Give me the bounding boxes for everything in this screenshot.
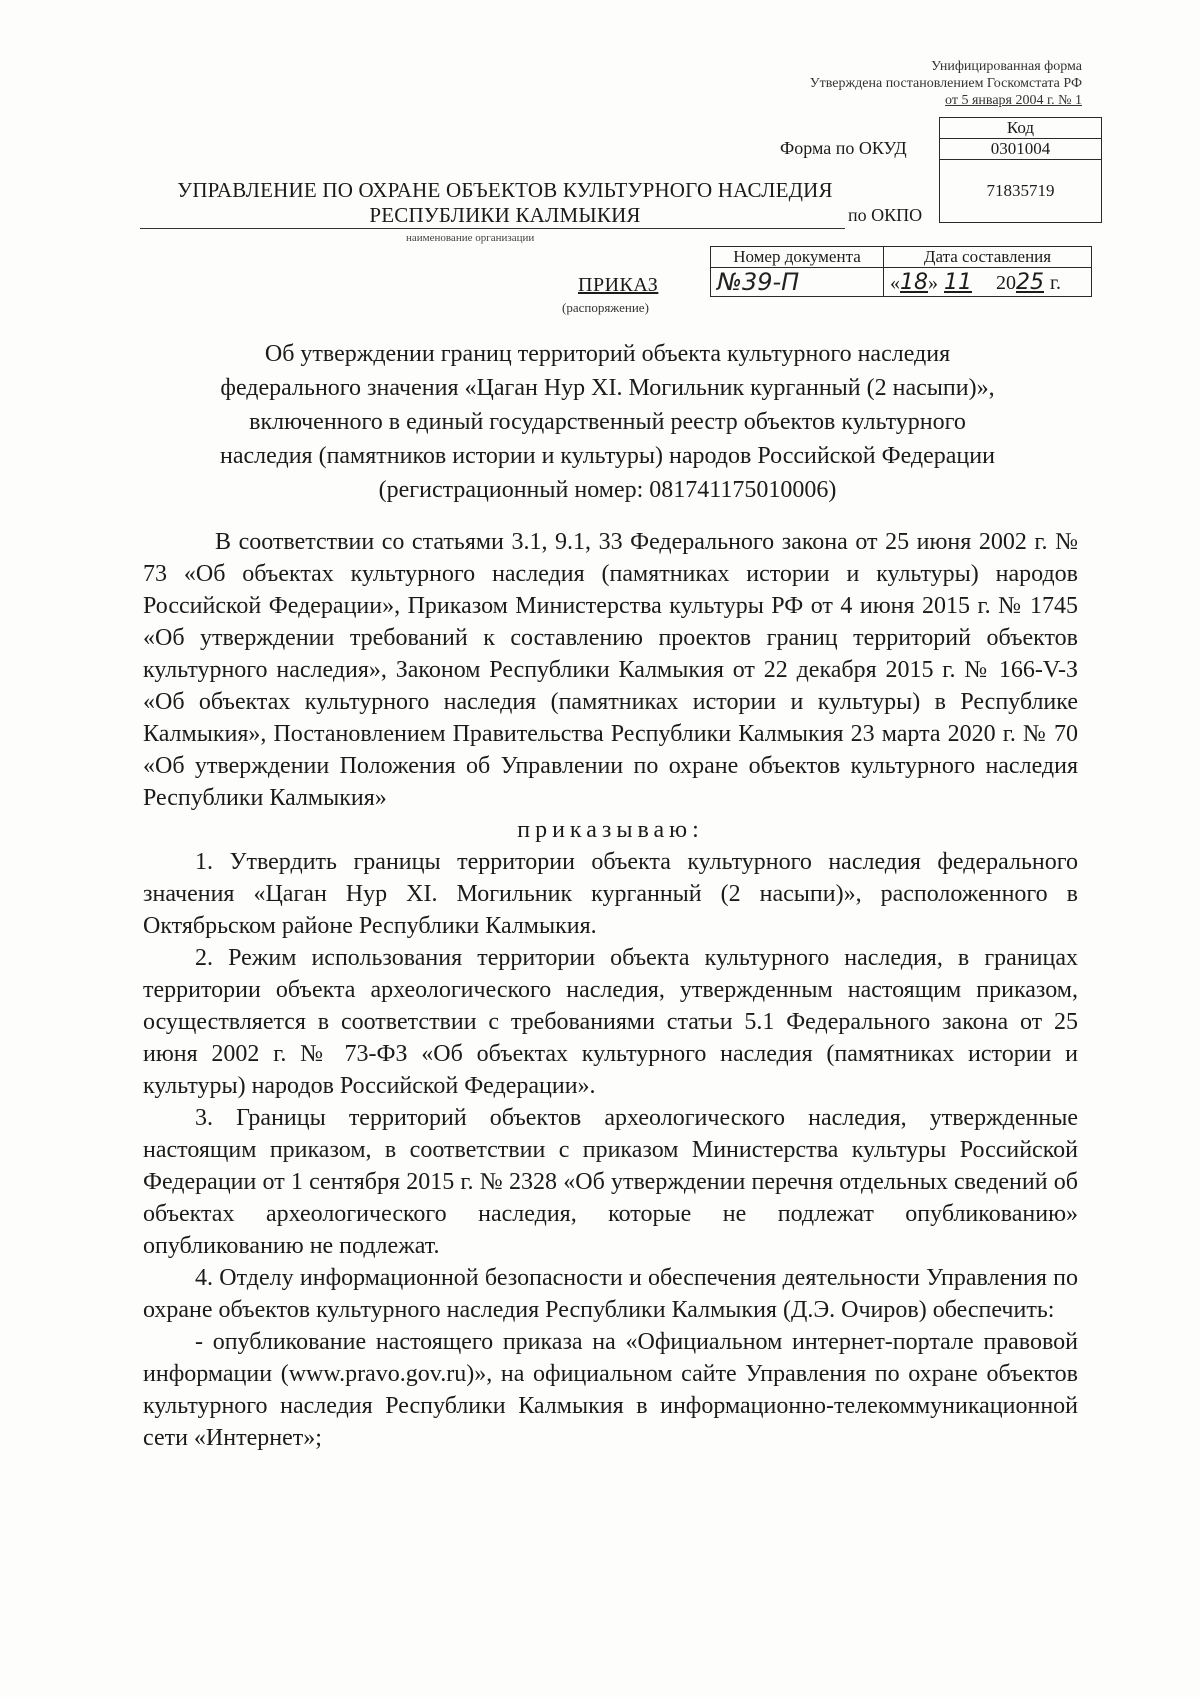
date-year-prefix: 20 (996, 271, 1016, 294)
item-4-sub: - опубликование настоящего приказа на «Официальном интернет-портале правовой информации (www.pravo.gov.ru)», на официальном сайте Управления по охране объектов культурного наследия Республики Калмыкия в информационно-телекоммуникационной сети «Интернет»; (143, 1329, 1078, 1451)
prikaz-sublabel: (распоряжение) (562, 300, 649, 315)
title-line-3: включенного в единый государственный реестр объектов культурного (249, 409, 966, 435)
title-line-2: федерального значения «Цаган Нур XI. Могильник курганный (2 насыпи)», (220, 375, 995, 401)
organization-caption: наименование организации (406, 232, 535, 244)
okpo-value: 71835719 (940, 160, 1102, 223)
preamble-paragraph: В соответствии со статьями 3.1, 9.1, 33 Федерального закона от 25 июня 2002 г. № 73 «Об объектах культурного наследия (памятниках истории и культуры) народов Российской Федерации», Приказом Министерства культуры РФ от 4 июня 2015 г. № 1745 «Об утверждении требований к составлению проектов границ территорий объектов культурного наследия», Законом Республики Калмыкия от 22 декабря 2015 г. № 166-V-З «Об объектах культурного наследия (памятниках истории и культуры) в Республике Калмыкия», Постановлением Правительства Республики Калмыкия 23 марта 2020 г. № 70 «Об утверждении Положения об Управлении по охране объектов культурного наследия Республики Калмыкия» (143, 529, 1078, 811)
date-header: Дата составления (884, 247, 1092, 268)
date-suffix: г. (1050, 271, 1061, 294)
item-4: 4. Отделу информационной безопасности и обеспечения деятельности Управления по охране объектов культурного наследия Республики Калмыкия (Д.Э. Очиров) обеспечить: (143, 1265, 1078, 1323)
order-word: приказываю: (517, 817, 704, 843)
form-note-line-2: Утверждена постановлением Госкомстата РФ (809, 76, 1082, 91)
code-header: Код (940, 118, 1102, 139)
date-day: 18 (900, 269, 928, 295)
document-date (884, 268, 1092, 297)
date-month: 11 (944, 269, 972, 295)
document-title (130, 337, 1085, 507)
document-body (143, 526, 1078, 1454)
title-line-1: Об утверждении границ территорий объекта культурного наследия (264, 341, 951, 367)
date-open-quote: « (890, 271, 900, 294)
item-3: 3. Границы территорий объектов археологического наследия, утвержденные настоящим приказом, в соответствии с приказом Министерства культуры Российской Федерации от 1 сентября 2015 г. № 2328 «Об утверждении перечня отдельных сведений об объектах археологического наследия, которые не подлежат опубликованию» опубликованию не подлежат. (143, 1105, 1078, 1259)
number-header: Номер документа (711, 247, 884, 268)
okud-label: Форма по ОКУД (780, 138, 907, 158)
item-1: 1. Утвердить границы территории объекта культурного наследия федерального значения «Цаган Нур XI. Могильник курганный (2 насыпи)», расположенного в Октябрьском районе Республики Калмыкия. (143, 849, 1078, 939)
item-2: 2. Режим использования территории объекта культурного наследия, в границах территории объекта археологического наследия, утвержденным настоящим приказом, осуществляется в соответствии с требованиями статьи 5.1 Федерального закона от 25 июня 2002 г. № 73-ФЗ «Об объектах культурного наследия (памятниках истории и культуры) народов Российской Федерации». (143, 945, 1078, 1099)
prikaz-label: ПРИКАЗ (578, 274, 659, 296)
organization-line-2: РЕСПУБЛИКИ КАЛМЫКИЯ (369, 203, 641, 227)
unified-form-note (810, 58, 1082, 109)
code-table (939, 117, 1102, 223)
document-number (711, 268, 884, 297)
date-close-quote: » (928, 271, 938, 294)
organization-name (140, 178, 870, 228)
okpo-label: по ОКПО (848, 205, 923, 225)
title-line-5: (регистрационный номер: 081741175010006) (378, 477, 837, 503)
organization-line-1: УПРАВЛЕНИЕ ПО ОХРАНЕ ОБЪЕКТОВ КУЛЬТУРНОГО НАСЛЕДИЯ (177, 178, 833, 202)
okud-value: 0301004 (940, 139, 1102, 160)
form-note-line-3: от 5 января 2004 г. № 1 (945, 93, 1082, 108)
document-number-table (710, 246, 1092, 297)
number-prefix: № (717, 268, 742, 296)
form-note-line-1: Унифицированная форма (931, 59, 1082, 74)
date-year-handwritten: 25 (1016, 269, 1044, 295)
number-value: 39-П (741, 268, 800, 296)
organization-underline (140, 228, 845, 229)
title-line-4: наследия (памятников истории и культуры) народов Российской Федерации (220, 443, 995, 469)
